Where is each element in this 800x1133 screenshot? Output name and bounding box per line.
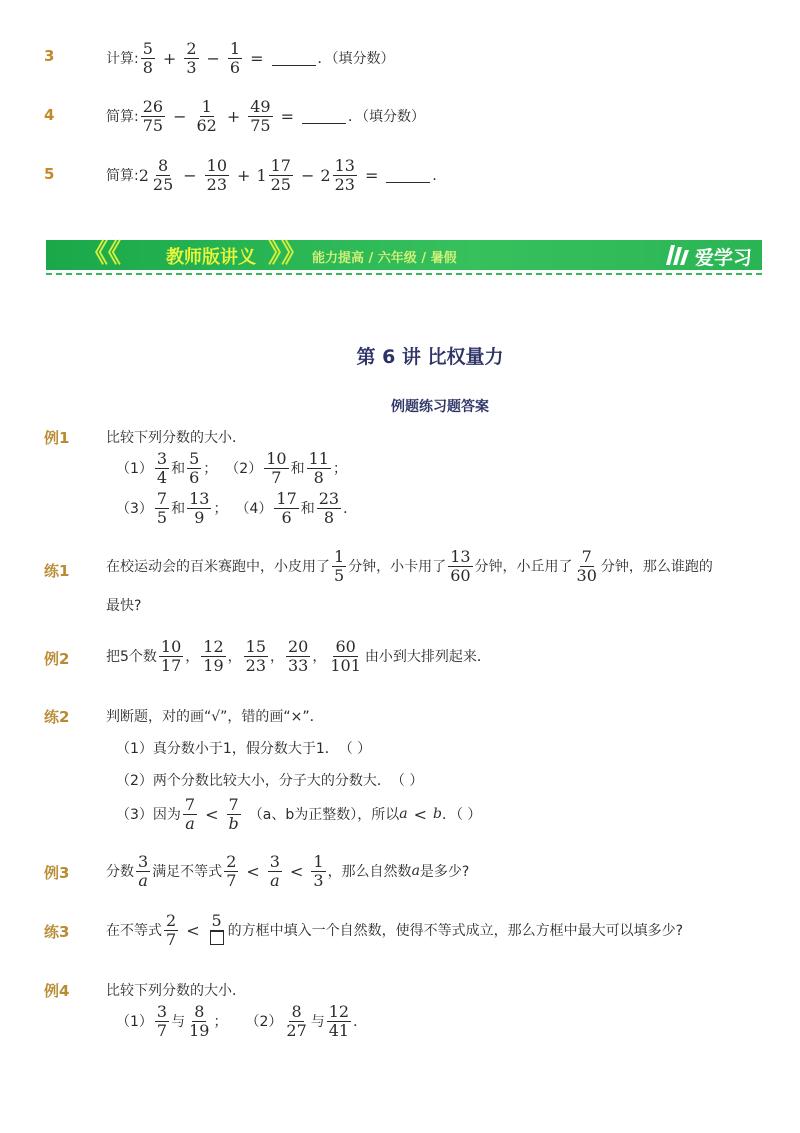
example-4-label: 例4: [44, 982, 70, 1000]
chevron-left-icon: 《《: [82, 239, 122, 269]
problem-3-line: 计算: $\frac{5}{8}$ + $\frac{2}{3}$ − $\frac{1}{6}$ = ．（填分数）: [106, 39, 395, 77]
fraction: $\frac{11}{8}$: [308, 449, 329, 487]
fraction: $\frac{3}{a}$: [269, 852, 280, 890]
answer-blank[interactable]: [272, 51, 316, 66]
fraction: $\frac{10}{17}$: [160, 637, 182, 675]
fraction: $\frac{17}{25}$: [270, 156, 291, 194]
blank-box-icon: [210, 931, 224, 945]
practice-2-statement-3: （3）因为 $\frac{7}{a}$ < $\frac{7}{b}$ （a、b为正整数），所以 a < b ．（ ）: [116, 795, 482, 833]
fraction: $\frac{7}{30}$: [576, 547, 597, 585]
fraction: $\frac{3}{4}$: [156, 449, 168, 487]
fraction: $\frac{7}{5}$: [156, 489, 168, 527]
fraction: $\frac{15}{23}$: [245, 637, 266, 675]
problem-4-prefix: 简算:: [106, 109, 139, 126]
example-4-text: 比较下列分数的大小．: [106, 983, 246, 999]
fraction: $\frac{5}{6}$: [189, 449, 200, 487]
problem-number-4: 4: [44, 106, 55, 124]
answer-blank[interactable]: [386, 168, 430, 183]
example-3-line: 分数 $\frac{3}{a}$ 满足不等式 $\frac{2}{7}$ < $\frac{3}{a}$ < $\frac{1}{3}$ ，那么自然数 a 是多少?: [106, 852, 470, 890]
example-2-line: 把5个数 $\frac{10}{17}$ ， $\frac{12}{19}$ ， $\frac{15}{23}$ ， $\frac{20}{33}$ ， $\frac{60}{101}$ 由小到大排列起来．: [106, 637, 491, 675]
fraction: $\frac{2}{3}$: [186, 39, 197, 77]
practice-2-label: 练2: [44, 708, 70, 726]
fraction: $\frac{13}{9}$: [189, 489, 210, 527]
banner-divider: [46, 273, 762, 275]
example-1-text: 比较下列分数的大小．: [106, 430, 246, 446]
practice-1-line-2: 最快?: [106, 598, 142, 614]
fraction: $\frac{13}{23}$: [334, 156, 355, 194]
example-1-row-1: （1） $\frac{3}{4}$ 和 $\frac{5}{6}$ ； （2） $\frac{10}{7}$ 和 $\frac{11}{8}$ ；: [116, 449, 347, 487]
fraction: $\frac{3}{7}$: [156, 1002, 168, 1040]
example-3-label: 例3: [44, 864, 70, 882]
fraction: $\frac{26}{75}$: [142, 97, 164, 135]
fraction: $\frac{2}{7}$: [226, 852, 237, 890]
problem-5-suffix: ．: [432, 168, 447, 185]
practice-1-line-1: 在校运动会的百米赛跑中，小皮用了 $\frac{1}{5}$ 分钟，小卡用了 $\frac{13}{60}$ 分钟，小丘用了 $\frac{7}{30}$ 分钟，那么谁跑的: [106, 547, 713, 585]
practice-2-statement-2: （2）两个分数比较大小，分子大的分数大． （ ）: [116, 773, 424, 789]
practice-1-label: 练1: [44, 562, 70, 580]
example-1-label: 例1: [44, 429, 70, 447]
header-banner: [46, 240, 762, 270]
problem-4-line: 简算: $\frac{26}{75}$ − $\frac{1}{62}$ + $\frac{49}{75}$ = ．（填分数）: [106, 97, 426, 135]
breadcrumb: 能力提高 / 六年级 / 暑假: [312, 251, 457, 266]
problem-number-5: 5: [44, 165, 55, 183]
fraction: $\frac{12}{19}$: [203, 637, 224, 675]
fraction: $\frac{23}{8}$: [318, 489, 340, 527]
fraction: $\frac{3}{a}$: [138, 852, 149, 890]
fraction: $\frac{8}{27}$: [286, 1002, 307, 1040]
example-4-row: （1） $\frac{3}{7}$ 与 $\frac{8}{19}$ ； （2） $\frac{8}{27}$ 与 $\frac{12}{41}$ ．: [116, 1002, 368, 1040]
fraction: $\frac{49}{75}$: [250, 97, 271, 135]
fraction: $\frac{2}{7}$: [166, 911, 177, 949]
fraction: $\frac{7}{b}$: [228, 795, 239, 833]
fraction: $\frac{10}{7}$: [266, 449, 287, 487]
practice-2-statement-1: （1）真分数小于1，假分数大于1． （ ）: [116, 741, 372, 757]
problem-4-suffix: ．（填分数）: [348, 109, 426, 126]
fraction: $\frac{8}{19}$: [189, 1002, 210, 1040]
practice-3-label: 练3: [44, 923, 70, 941]
problem-number-3: 3: [44, 47, 55, 65]
example-1-row-2: （3） $\frac{7}{5}$ 和 $\frac{13}{9}$ ； （4） $\frac{17}{6}$ 和 $\frac{23}{8}$ ．: [116, 489, 358, 527]
fraction: $\frac{1}{62}$: [196, 97, 217, 135]
problem-3-prefix: 计算:: [106, 51, 139, 68]
section-title: 例题练习题答案: [391, 399, 489, 415]
fraction: $\frac{60}{101}$: [330, 637, 361, 675]
problem-5-line: 简算: 2 $\frac{8}{25}$ − $\frac{10}{23}$ + 1 $\frac{17}{25}$ − 2 $\frac{13}{23}$ = ．: [106, 156, 447, 194]
fraction: $\frac{1}{5}$: [334, 547, 345, 585]
fraction: $\frac{10}{23}$: [206, 156, 228, 194]
fraction: $\frac{1}{3}$: [313, 852, 324, 890]
example-2-label: 例2: [44, 650, 70, 668]
fraction: $\frac{12}{41}$: [328, 1002, 350, 1040]
fraction: 5: [208, 912, 226, 948]
fraction: $\frac{20}{33}$: [288, 637, 309, 675]
problem-5-prefix: 简算:: [106, 168, 139, 185]
fraction: $\frac{7}{a}$: [184, 795, 196, 833]
logo-icon: [666, 245, 692, 265]
chevron-right-icon: 》》: [268, 239, 308, 269]
fraction: $\frac{8}{25}$: [152, 156, 174, 194]
practice-2-text: 判断题，对的画“√”，错的画“×”．: [106, 709, 324, 725]
banner-title: 教师版讲义: [166, 247, 256, 268]
lecture-title: 第 6 讲 比权量力: [356, 346, 504, 368]
practice-3-line: 在不等式 $\frac{2}{7}$ < 5 的方框中填入一个自然数，使得不等式成立，那么方框中最大可以填多少?: [106, 911, 684, 949]
answer-blank[interactable]: [302, 109, 346, 124]
fraction: $\frac{1}{6}$: [229, 39, 241, 77]
logo-text: 爱学习: [694, 247, 752, 269]
fraction: $\frac{13}{60}$: [450, 547, 471, 585]
fraction: $\frac{17}{6}$: [276, 489, 297, 527]
fraction: $\frac{5}{8}$: [142, 39, 153, 77]
problem-3-suffix: ．（填分数）: [317, 51, 395, 68]
